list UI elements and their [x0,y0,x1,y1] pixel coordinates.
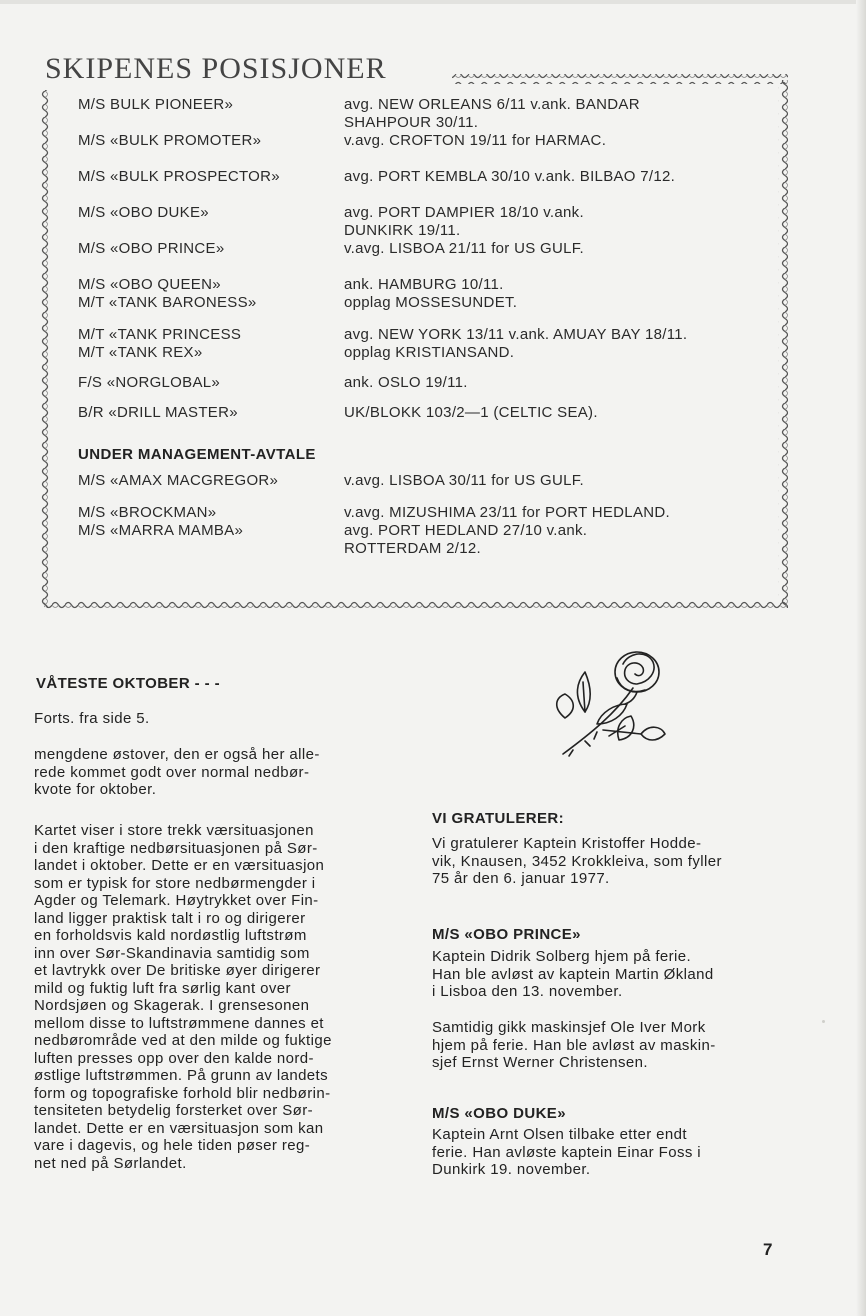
ship-position [344,96,640,150]
ship-position-line: DUNKIRK 19/11. [344,222,461,239]
text-line: vare i dagevis, og hele tiden pøser reg- [34,1137,311,1154]
ship-position-line: v.avg. LISBOA 30/11 for US GULF. [344,472,584,489]
text-line: i Lisboa den 13. november. [432,983,623,1000]
ship-name [78,96,233,114]
ship-name-line: M/S «OBO QUEEN» [78,276,221,293]
ship-name-line: M/S «BROCKMAN» [78,504,217,521]
text-line: Vi gratulerer Kaptein Kristoffer Hodde- [432,835,702,852]
ship-name [78,132,261,150]
continued-note: Forts. fra side 5. [34,710,150,727]
text-line: land ligger praktisk talt i ro og dirigerer [34,909,306,927]
ship-position [344,404,598,422]
text-line: Kartet viser i store trekk værsituasjonen [34,822,314,839]
ship-name-line: M/S «MARRA MAMBA» [78,522,244,539]
ship-position [344,326,687,362]
text-line: Dunkirk 19. november. [432,1161,591,1178]
rose-icon [545,642,675,774]
ship-position-line: opplag KRISTIANSAND. [344,344,515,361]
ship-name-line: M/S BULK PIONEER» [78,96,234,113]
ship-name [78,374,220,392]
text-line: mild og fuktig luft fra sørlig kant over [34,979,291,997]
ship-name-line: B/R «DRILL MASTER» [78,404,238,421]
congrats-text [432,835,777,888]
ship-position-line: avg. PORT KEMBLA 30/10 v.ank. BILBAO 7/12. [344,168,676,185]
ship-name-line: M/T «TANK REX» [78,344,203,361]
article-heading: VÅTESTE OKTOBER - - - [36,675,220,692]
text-line: østlige luftstrømmen. På grunn av landets [34,1067,329,1084]
paper-speck [822,1020,825,1023]
text-line: mengdene østover, den er også her alle- [34,746,320,763]
ship-position-line: v.avg. MIZUSHIMA 23/11 for PORT HEDLAND. [344,504,670,521]
ship-name [78,204,209,222]
ship-position-line: ank. HAMBURG 10/11. [344,276,504,293]
ship-name-line: M/S «OBO DUKE» [78,204,209,221]
obo-prince-paragraph [432,948,777,1001]
ship-name-line: F/S «NORGLOBAL» [78,374,221,391]
obo-duke-heading: M/S «OBO DUKE» [432,1105,566,1122]
ship-position-line: opplag MOSSESUNDET. [344,294,518,311]
text-line: Agder og Telemark. Høytrykket over Fin- [34,892,319,909]
ship-position-line: v.avg. LISBOA 21/11 for US GULF. [344,240,584,257]
ship-position [344,240,584,258]
text-line: 75 år den 6. januar 1977. [432,870,610,887]
ship-position-line: avg. PORT DAMPIER 18/10 v.ank. [344,204,584,221]
ship-name-line: M/S «BULK PROMOTER» [78,132,262,149]
text-line: inn over Sør-Skandinavia samtidig som [34,944,310,962]
ship-position-line: UK/BLOKK 103/2—1 (CELTIC SEA). [344,404,598,421]
ship-position [344,374,468,392]
obo-prince-paragraph [432,1019,777,1072]
ship-name [78,404,238,422]
ship-name-line: M/S «OBO PRINCE» [78,240,225,257]
text-line: Kaptein Arnt Olsen tilbake etter endt [432,1126,687,1143]
ship-name-line: M/S «AMAX MACGREGOR» [78,472,279,489]
ship-name [78,472,278,490]
congrats-heading: VI GRATULERER: [432,810,564,827]
article-paragraph [34,746,352,799]
text-line: form og topografiske forhold blir nedbørin- [34,1084,331,1102]
text-line: mellom disse to luftstrømmene dannes et [34,1014,324,1032]
text-line: hjem på ferie. Han ble avløst av maskin- [432,1036,716,1054]
ship-name [78,240,225,258]
text-line: kvote for oktober. [34,781,157,798]
ship-position-line: SHAHPOUR 30/11. [344,114,479,131]
text-line: luften presses opp over den kalde nord- [34,1049,314,1067]
page-title: SKIPENES POSISJONER [45,52,387,85]
obo-duke-text [432,1126,777,1179]
text-line: vik, Knausen, 3452 Krokkleiva, som fyller [432,852,722,870]
text-line: net ned på Sørlandet. [34,1154,187,1172]
ship-position-line: avg. NEW YORK 13/11 v.ank. AMUAY BAY 18/11. [344,326,688,343]
ship-position [344,204,584,240]
text-line: Samtidig gikk maskinsjef Ole Iver Mork [432,1019,706,1036]
ship-position [344,472,584,490]
ship-position [344,504,670,558]
ship-position [344,276,517,312]
ship-position [344,168,675,186]
ship-name [78,326,241,362]
text-line: et lavtrykk over De britiske øyer dirigerer [34,962,321,979]
ship-name [78,504,243,540]
ship-name-line: M/T «TANK BARONESS» [78,294,257,311]
ship-position-line: avg. NEW ORLEANS 6/11 v.ank. BANDAR [344,96,640,113]
ship-name-line: M/S «BULK PROSPECTOR» [78,168,280,185]
page-number: 7 [763,1240,773,1259]
text-line: en forholdsvis kald nordøstlig luftstrøm [34,927,307,944]
ship-position-line: ank. OSLO 19/11. [344,374,468,391]
text-line: tensiteten betydelig forsterket over Sør- [34,1102,314,1119]
ship-position-line: avg. PORT HEDLAND 27/10 v.ank. [344,522,588,539]
text-line: som er typisk for store nedbørmengder i [34,874,316,892]
text-line: sjef Ernst Werner Christensen. [432,1054,648,1071]
text-line: Nordsjøen og Skagerak. I grensesonen [34,997,310,1014]
ship-position-line: v.avg. CROFTON 19/11 for HARMAC. [344,132,607,149]
ship-position-line: ROTTERDAM 2/12. [344,540,482,557]
text-line: landet i oktober. Dette er en værsituasjon [34,857,325,874]
text-line: i den kraftige nedbørsituasjonen på Sør- [34,839,318,857]
text-line: Han ble avløst av kaptein Martin Økland [432,965,714,983]
text-line: Kaptein Didrik Solberg hjem på ferie. [432,948,692,965]
ship-name [78,168,280,186]
ship-name [78,276,257,312]
management-heading: UNDER MANAGEMENT-AVTALE [78,446,316,463]
text-line: ferie. Han avløste kaptein Einar Foss i [432,1143,702,1161]
text-line: rede kommet godt over normal nedbør- [34,763,310,781]
text-line: landet. Dette er en værsituasjon som kan [34,1119,324,1137]
text-line: nedbørområde ved at den milde og fuktige [34,1032,332,1049]
obo-prince-heading: M/S «OBO PRINCE» [432,926,581,943]
article-paragraph [34,822,374,1172]
ship-name-line: M/T «TANK PRINCESS [78,326,242,343]
